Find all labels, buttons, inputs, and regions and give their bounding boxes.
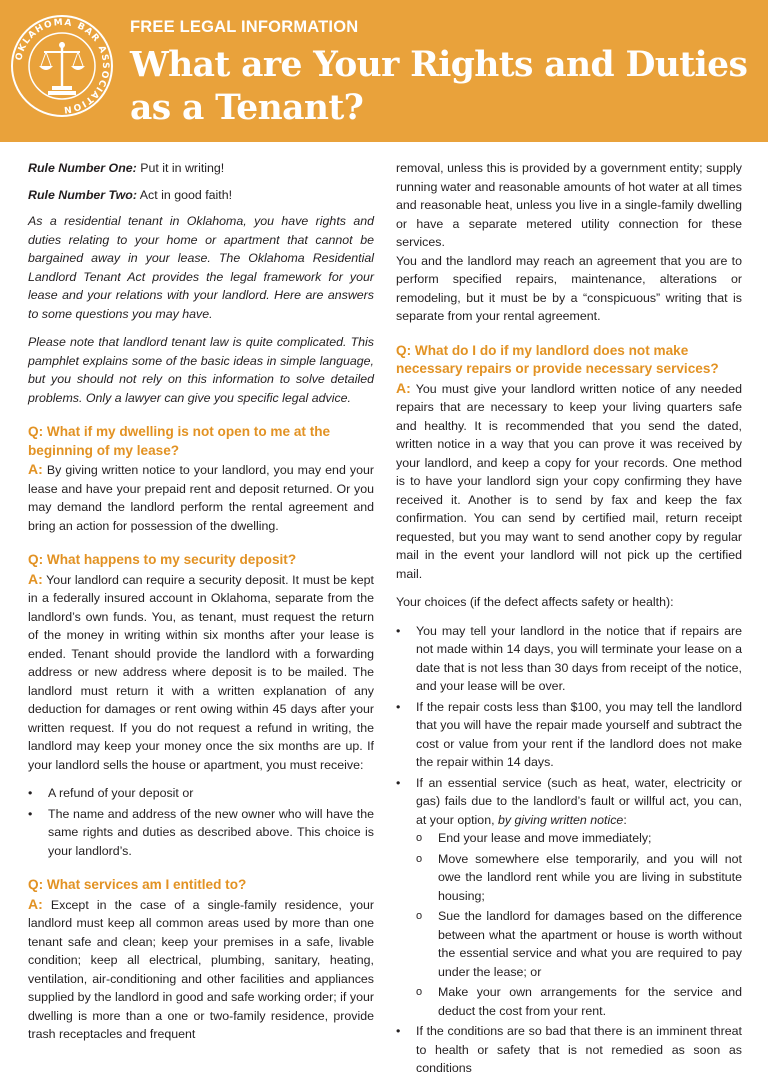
question-dwelling-not-open: Q: What if my dwelling is not open to me at the beginning of my lease?: [28, 424, 331, 458]
sub-list-item: o Move somewhere else temporarily, and you will not owe the landlord rent while you are living in substitute housing;: [416, 850, 742, 906]
rule-one-key: Rule Number One:: [28, 161, 137, 175]
essential-service-options: [416, 829, 742, 1020]
answer-text: By giving written notice to your landlord, you may end your lease and have your prepaid rent and deposit returned. Or you may demand the landlord perform the rental agreement and bring an action for possession of the dwelling.: [28, 463, 374, 533]
rule-two-text: Act in good faith!: [137, 187, 233, 202]
seal-text: OKLAHOMA BAR ASSOCIATION: [14, 17, 111, 115]
list-item: • If the repair costs less than $100, you may tell the landlord that you will have the repair made yourself and subtract the cost or value from your rent if the landlord does not make the repair within 14 days.: [396, 698, 742, 772]
list-item: • A refund of your deposit or: [28, 784, 374, 803]
answer-security-deposit: [28, 570, 374, 775]
left-column: [28, 159, 374, 1054]
list-item: • The name and address of the new owner who will have the same rights and duties as described above. This choice is your landlord’s.: [28, 805, 374, 861]
sub-list-item: o Sue the landlord for damages based on the difference between what the apartment or house is worth without the essential service and what you are required to pay under the lease; or: [416, 907, 742, 981]
list-item: • You may tell your landlord in the notice that if repairs are not made within 14 days, you will terminate your lease on a date that is not less than 30 days from receipt of the notice, and your lease will be over.: [396, 622, 742, 696]
essential-service-colon: :: [623, 812, 627, 827]
list-item: [396, 774, 742, 1021]
note-paragraph: Please note that landlord tenant law is quite complicated. This pamphlet explains some of the basic ideas in simple language, but you should not rely on this information to solve detailed problems. Only a lawyer can give you specific legal advice.: [28, 335, 374, 405]
essential-service-text: If an essential service (such as heat, water, electricity or gas) fails due to the landlord’s fault or willful act, you can, at your option,: [416, 775, 742, 827]
question-security-deposit: Q: What happens to my security deposit?: [28, 552, 297, 567]
question-repairs: Q: What do I do if my landlord does not make necessary repairs or provide necessary services?: [396, 342, 719, 376]
answer-repairs: [396, 379, 742, 584]
header-banner: [0, 0, 768, 142]
answer-label: A:: [28, 570, 43, 587]
choices-intro: Your choices (if the defect affects safety or health):: [396, 595, 674, 609]
answer-label: A:: [28, 895, 43, 912]
agreement-paragraph: You and the landlord may reach an agreement that you are to perform specified repairs, maintenance, alterations or remodeling, but it must be by a “conspicuous” writing that is separate from your rental agreement.: [396, 253, 742, 323]
page-title: What are Your Rights and Duties as a Tenant?: [130, 45, 748, 128]
answer-text: Except in the case of a single-family residence, your landlord must keep all common areas used by more than one tenant safe and clean; keep your premises in a safe, livable condition; keep all electrical, plumbing, sanitary, heating, ventilation, air-conditioning and other facilities and appliances supplied by the landlord in good and safe working order; if your dwelling is more than a one or two-family residence, provide trash receptacles and frequent: [28, 897, 374, 1041]
rule-one: [28, 159, 374, 178]
question-services: Q: What services am I entitled to?: [28, 877, 247, 892]
answer-label: A:: [396, 379, 411, 396]
sub-list-item: o End your lease and move immediately;: [416, 829, 742, 848]
intro-paragraph: As a residential tenant in Oklahoma, you have rights and duties relating to your home or apartment that cannot be bargained away in your lease. The Oklahoma Residential Landlord Tenant Act provides the legal framework for your lease and your relations with your landlord. Here are answers to some questions you may have.: [28, 214, 374, 321]
sub-list-item: o Make your own arrangements for the service and deduct the cost from your rent.: [416, 983, 742, 1020]
services-continued: removal, unless this is provided by a government entity; supply running water and reasonable amounts of hot water at all times and reasonable heat, unless you live in a single-family dwelling or have a separate metered utility connection for these services.: [396, 161, 742, 249]
essential-service-emphasis: by giving written notice: [497, 812, 624, 827]
answer-services: [28, 895, 374, 1044]
bar-association-seal-icon: [10, 14, 114, 118]
answer-label: A:: [28, 461, 43, 477]
header-kicker: FREE LEGAL INFORMATION: [130, 18, 359, 36]
answer-text: You must give your landlord written notice of any needed repairs that are necessary to keep your living quarters safe and healthy. It is recommended that you send the dated, written notice in a way that you can prove it was received by your landlord, and keep a copy for your records. One method is to have your landlord sign your copy confirming they have received it. Another is to send by fax and keep the fax confirmation. You can send by certified mail, return receipt requested, but you may want to send another copy by regular mail in the event your landlord will not pick up the certified mail.: [396, 381, 742, 581]
rule-two: [28, 186, 374, 205]
rule-two-key: Rule Number Two:: [28, 187, 137, 202]
right-column: [396, 159, 742, 1084]
deposit-options-list: [28, 784, 374, 860]
list-item: • If the conditions are so bad that there is an imminent threat to health or safety that is not remedied as soon as conditions: [396, 1022, 742, 1078]
answer-text: Your landlord can require a security deposit. It must be kept in a federally insured account in Oklahoma, separate from the landlord’s own funds. You, as tenant, must request the return of the money in writing within six months after your lease is ended. Tenant should provide the landlord with a forwarding address or new address where deposit is to be mailed. The landlord must return it with a written explanation of any deduction for damages or rent owing within 45 days after your written request. If you do not request a refund in writing, the landlord may keep your money once the six months are up. If your landlord sells the house or apartment, you must receive:: [28, 572, 374, 772]
choices-list: [396, 622, 742, 1078]
answer-dwelling-not-open: [28, 460, 374, 535]
rule-one-text: Put it in writing!: [136, 161, 225, 175]
